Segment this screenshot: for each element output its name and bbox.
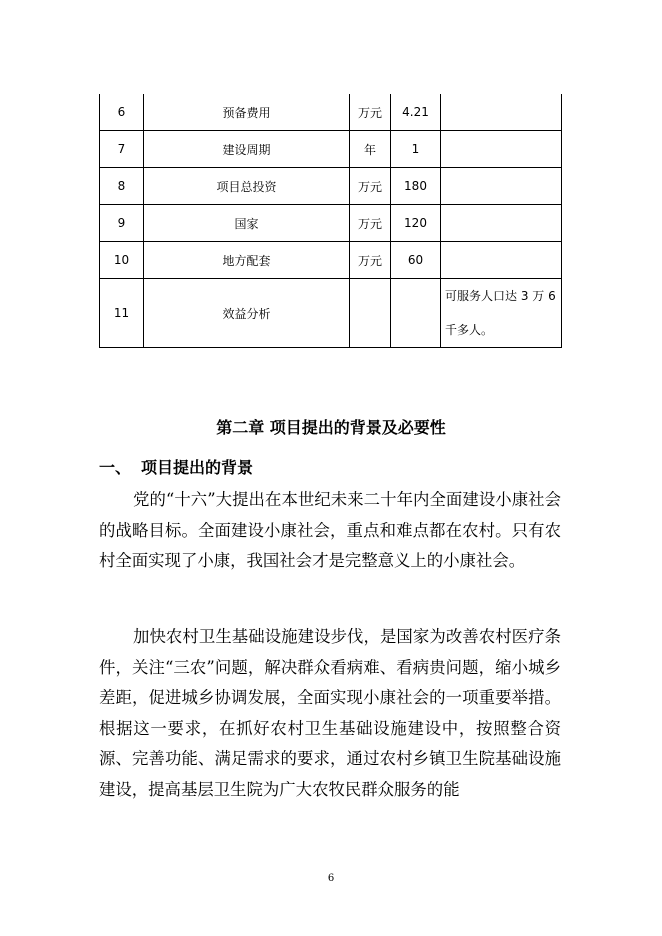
- section-number: 一、: [99, 458, 132, 477]
- note-line: 可服务人口达 3 万 6: [445, 289, 556, 303]
- table-row: [100, 242, 562, 279]
- item-name: 国家: [144, 205, 350, 242]
- row-number: 7: [100, 131, 144, 168]
- item-name: 建设周期: [144, 131, 350, 168]
- item-name: 项目总投资: [144, 168, 350, 205]
- page-number: 6: [327, 873, 335, 884]
- table-row: [100, 131, 562, 168]
- table-row: [100, 205, 562, 242]
- row-number: 9: [100, 205, 144, 242]
- section-heading: [99, 455, 253, 478]
- section-title: 项目提出的背景: [141, 458, 254, 477]
- chapter-title: 第二章 项目提出的背景及必要性: [216, 418, 446, 437]
- row-number: 6: [100, 94, 144, 131]
- value: 120: [391, 205, 441, 242]
- row-number: 8: [100, 168, 144, 205]
- note: [441, 242, 562, 279]
- note: [441, 205, 562, 242]
- unit: 年: [350, 131, 391, 168]
- table-row: [100, 168, 562, 205]
- row-number: 11: [100, 279, 144, 348]
- unit: 万元: [350, 168, 391, 205]
- unit: [350, 279, 391, 348]
- value: 1: [391, 131, 441, 168]
- value: 4.21: [391, 94, 441, 131]
- note: [441, 168, 562, 205]
- table-row: [100, 94, 562, 131]
- body-paragraph: 党的“十六”大提出在本世纪未来二十年内全面建设小康社会的战略目标。全面建设小康社会，重点和难点都在农村。只有农村全面实现了小康，我国社会才是完整意义上的小康社会。: [99, 490, 561, 570]
- item-name: 预备费用: [144, 94, 350, 131]
- value: 60: [391, 242, 441, 279]
- item-name: 效益分析: [144, 279, 350, 348]
- body-paragraph: 加快农村卫生基础设施建设步伐，是国家为改善农村医疗条件，关注“三农”问题，解决群众看病难、看病贵问题，缩小城乡差距，促进城乡协调发展，全面实现小康社会的一项重要举措。根据这一要求，在抓好农村卫生基础设施建设中，按照整合资源、完善功能、满足需求的要求，通过农村乡镇卫生院基础设施建设，提高基层卫生院为广大农牧民群众服务的能: [99, 627, 561, 799]
- item-name: 地方配套: [144, 242, 350, 279]
- unit: 万元: [350, 205, 391, 242]
- value: 180: [391, 168, 441, 205]
- note: [441, 131, 562, 168]
- row-number: 10: [100, 242, 144, 279]
- note: [441, 94, 562, 131]
- table-row: [100, 279, 562, 348]
- value: [391, 279, 441, 348]
- unit: 万元: [350, 94, 391, 131]
- project-summary-table: [99, 94, 562, 348]
- note-line: 千多人。: [445, 323, 494, 337]
- unit: 万元: [350, 242, 391, 279]
- note: [441, 279, 562, 348]
